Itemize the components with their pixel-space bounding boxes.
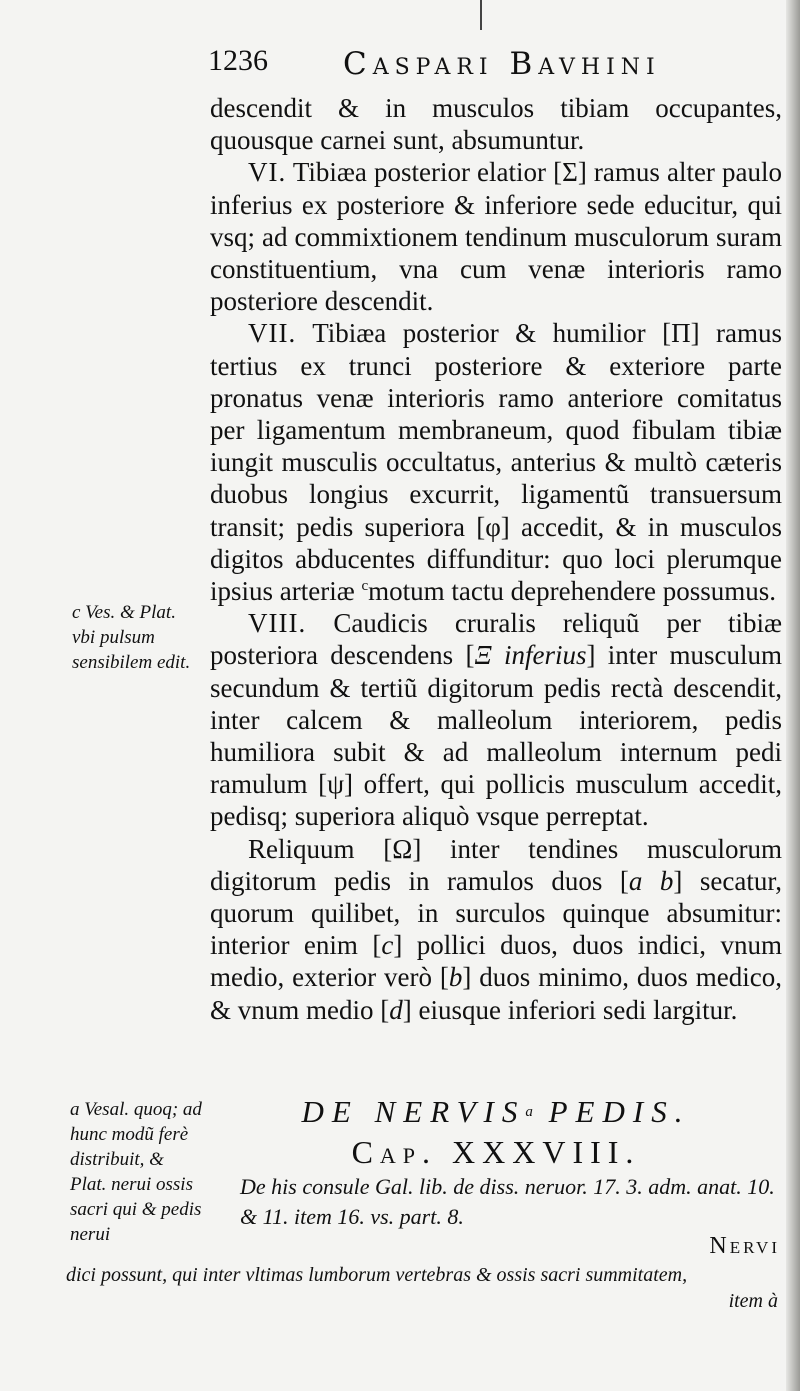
margin-note-a: a Vesal. quoq; ad hunc modũ ferè distribuit, & Plat. nerui ossis sacri qui & pedis nerui	[70, 1099, 202, 1245]
figure-reference: Ω	[392, 833, 413, 864]
figure-reference: φ	[485, 511, 501, 542]
page-number: 1236	[208, 44, 268, 77]
running-title: Caspari Bavhini	[343, 46, 661, 82]
figure-reference: a b	[628, 865, 674, 896]
running-head	[208, 40, 768, 90]
bottom-catchword: item à	[728, 1290, 778, 1312]
chapter-number: Cap. XXXVIII.	[351, 1134, 641, 1170]
figure-reference: Σ	[562, 157, 578, 188]
paragraph-vi: VI. Tibiæa posterior elatior [Σ] ramus alter paulo inferius ex posteriore & inferiore sede educitur, qui vsq; ad commixtionem tendinum musculorum suram constituentium, vna cum venæ interioris ramo posteriore descendit.	[210, 157, 782, 317]
catchword: Nervi	[709, 1233, 780, 1259]
paragraph-continuation: descendit & in musculos tibiam occupantes, quousque carnei sunt, absumuntur.	[210, 93, 782, 156]
page-gutter-shadow	[786, 0, 800, 1391]
note-marker: c	[361, 578, 369, 595]
note-marker: a	[525, 1104, 533, 1120]
chapter-title: DE NERVIS$^a$ PEDIS.	[301, 1094, 691, 1129]
paragraph-viii: VIII. Caudicis cruralis reliquũ per tibiæ posteriora descendens [Ξ inferius] inter musculum secundum & tertiũ digitorum pedis rectà descendit, inter calcem & malleolum interiorem, pedis humiliora subit & ad malleolum internum pedi ramulum [ψ] offert, qui pollicis musculum accedit, pedisq; superiora aliquò vsque perreptat.	[210, 608, 783, 832]
chapter-heading	[210, 1092, 782, 1172]
section-number: VIII.	[248, 608, 307, 639]
margin-note-c: c Ves. & Plat. vbi pulsum sensibilem edit.	[72, 602, 191, 673]
paragraph-reliquum: Reliquum [Ω] inter tendines musculorum digitorum pedis in ramulos duos [a b] secatur, quorum quilibet, in surculos quinque absumitur: interior enim [c] pollici duos, duos indici, vnum medio, exterior verò [b] duos minimo, duos medico, & vnum medio [d] eiusque inferiori sedi largitur.	[210, 833, 783, 1025]
figure-reference: c	[381, 930, 394, 961]
figure-reference: Π	[671, 318, 691, 349]
paragraph-vii: VII. Tibiæa posterior & humilior [Π] ramus tertius ex trunci posteriore & exteriore parte pronatus venæ interioris ramo anteriore comitatus per ligamentum membraneum, quod fibulam tibiæ iungit musculis occultatus, anterius & multò cæteris duobus longius excurrit, ligamentũ transuersum transit; pedis superiora [φ] accedit, & in musculos digitos abducentes diffunditur: quo loci plerumque ipsius arteriæ $^c$motum tactu deprehendere possumus.	[210, 318, 782, 607]
margin-note-continuation: dici possunt, qui inter vltimas lumborum vertebras & ossis sacri summitatem,	[66, 1264, 688, 1286]
chapter-summary: De his consule Gal. lib. de diss. neruor. 17. 3. adm. anat. 10. & 11. item 16. vs. part. 8.	[240, 1174, 775, 1229]
figure-reference: Ξ inferius	[474, 640, 587, 671]
section-number: VI.	[248, 157, 287, 188]
binding-mark	[480, 0, 482, 30]
figure-reference: b	[448, 962, 463, 993]
figure-reference: d	[389, 994, 403, 1025]
section-number: VII.	[248, 318, 297, 349]
figure-reference: ψ	[327, 769, 344, 800]
main-text	[210, 92, 782, 1026]
